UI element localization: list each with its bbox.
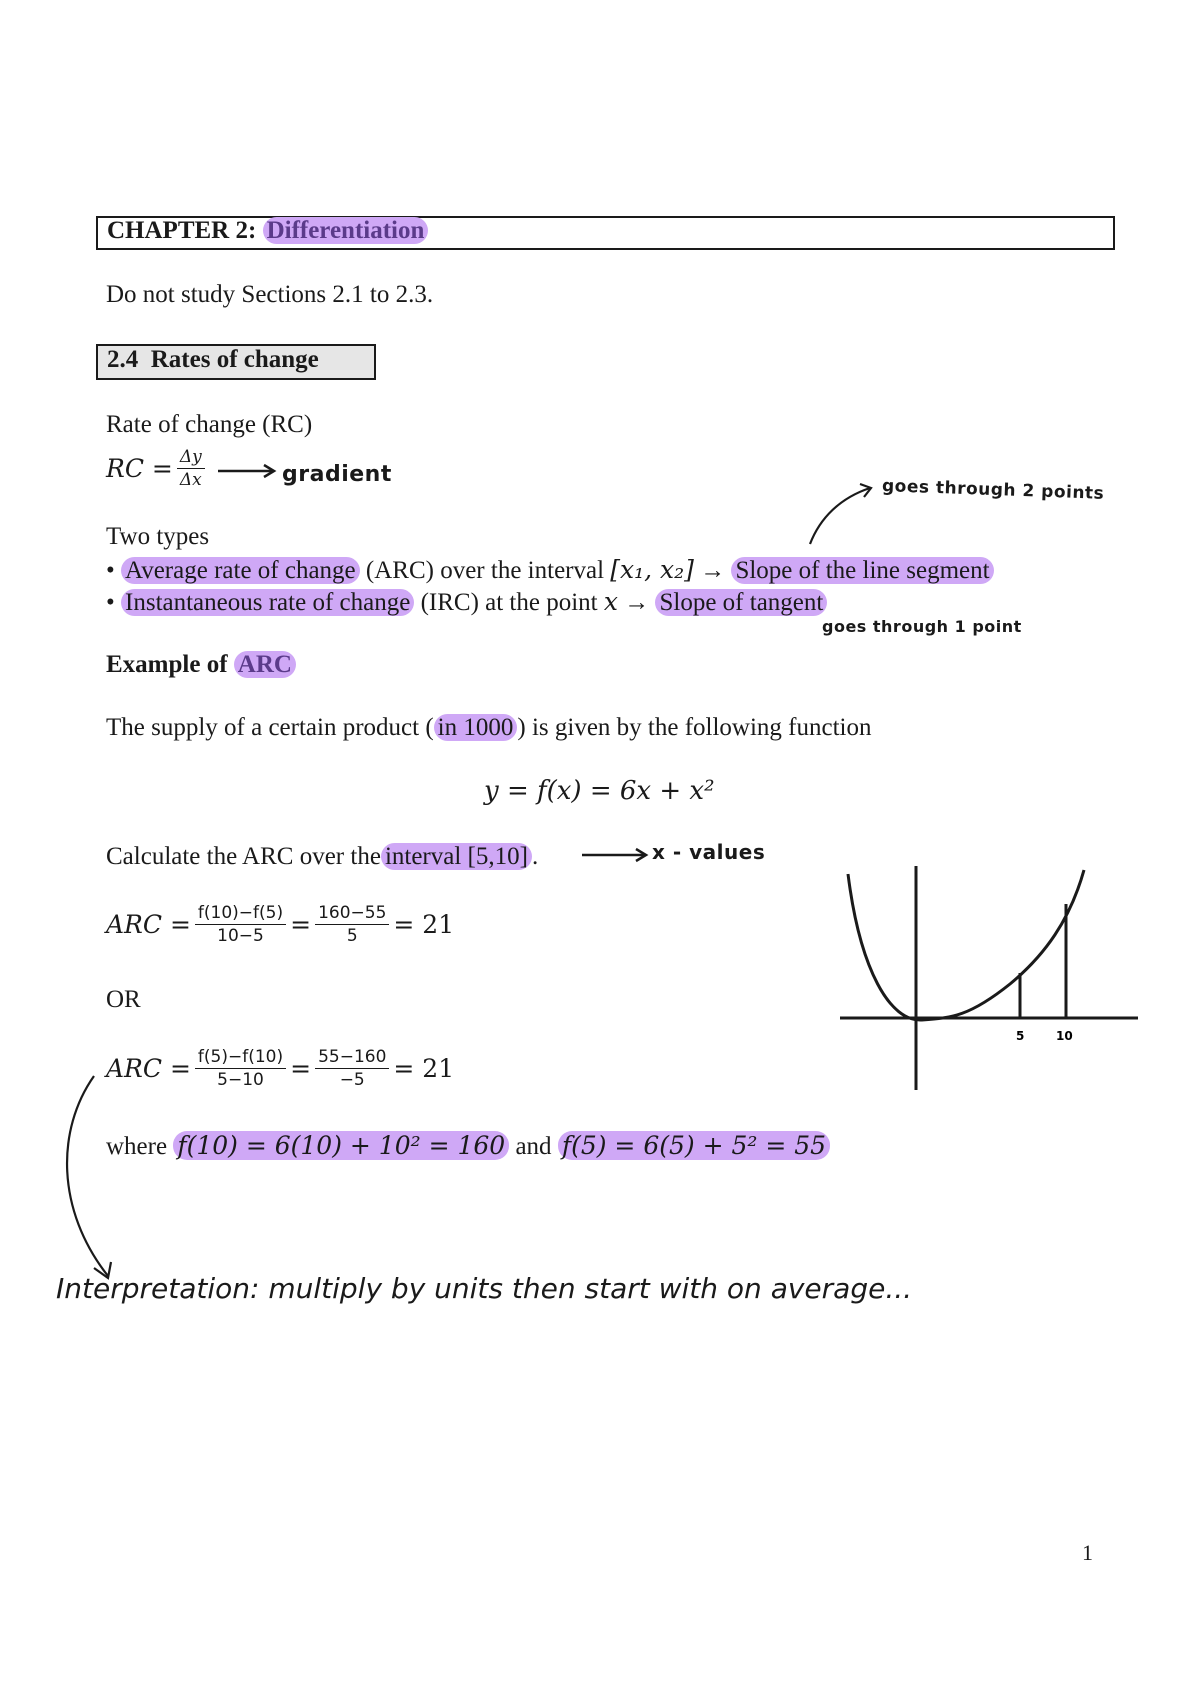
irc-term: Instantaneous rate of change [121, 589, 414, 616]
page-number: 1 [1082, 1540, 1093, 1565]
irc-middle: (IRC) at the point [420, 589, 598, 616]
arc1-num1: f(10)−f(5) [195, 902, 286, 925]
task-arrow-icon [582, 846, 650, 864]
section-number: 2.4 [107, 346, 139, 373]
rc-label: Rate of change (RC) [106, 411, 313, 438]
irc-bullet-line [106, 587, 827, 618]
task-pre: Calculate the ARC over the [106, 843, 381, 870]
where-word: where [106, 1133, 168, 1160]
task-line [106, 842, 538, 872]
task-highlight: interval [5,10] [381, 843, 532, 870]
arc2-den1: 5−10 [217, 1070, 264, 1090]
task-post: . [531, 843, 539, 870]
arc-interval: [x₁, x₂] [610, 555, 694, 584]
rc-denominator: Δx [179, 470, 202, 490]
curved-arrow-icon [800, 478, 880, 548]
chapter-title: Differentiation [263, 217, 429, 244]
graph-tick-10: 10 [1056, 1029, 1073, 1043]
rc-fraction [177, 446, 205, 491]
irc-annotation: goes through 1 point [822, 617, 1022, 636]
arc2-num2: 55−160 [315, 1046, 389, 1069]
irc-meaning: Slope of tangent [655, 589, 827, 616]
task-annotation: x - values [652, 840, 766, 864]
irc-arrow: → [624, 589, 650, 616]
graph-curve [848, 870, 1084, 1020]
example-heading-prefix: Example of [106, 651, 228, 678]
equals-sign: = [290, 1053, 312, 1083]
statement-pre: The supply of a certain product ( [106, 714, 434, 741]
chapter-prefix: CHAPTER 2: [107, 217, 257, 244]
arc-formula-1 [106, 902, 454, 947]
eval-f5: f(5) = 6(5) + 5² = 55 [558, 1131, 830, 1160]
rc-formula [106, 446, 209, 491]
arc1-num2: 160−55 [315, 902, 389, 925]
arc-arrow: → [700, 557, 726, 584]
graph-tick-5: 5 [1016, 1029, 1025, 1043]
interpretation-note: Interpretation: multiply by units then start with on average... [56, 1272, 913, 1305]
statement-post: ) is given by the following function [517, 714, 872, 741]
parabola-sketch [840, 860, 1140, 1092]
or-text: OR [106, 986, 141, 1013]
rc-numerator: Δy [177, 446, 205, 469]
arc2-fraction-1 [195, 1046, 286, 1091]
arc1-den2: 5 [346, 926, 358, 946]
arc-meaning: Slope of the line segment [731, 557, 993, 584]
arc1-den1: 10−5 [217, 926, 264, 946]
equals-sign: = [290, 909, 312, 939]
arc2-fraction-2 [315, 1046, 389, 1091]
statement-highlight: in 1000 [434, 714, 518, 741]
arc-formula-2 [106, 1046, 454, 1091]
rc-arrow-icon [218, 462, 278, 480]
arc1-fraction-2 [315, 902, 389, 947]
types-heading: Two types [106, 523, 210, 550]
bullet-arc: • [106, 557, 115, 584]
bullet-irc: • [106, 589, 115, 616]
interpretation-arrow-icon [56, 1070, 126, 1290]
chapter-header [107, 216, 428, 246]
arc1-lhs: ARC = [106, 909, 191, 939]
study-note: Do not study Sections 2.1 to 2.3. [106, 281, 434, 308]
example-heading [106, 650, 296, 680]
arc-bullet-line [106, 555, 994, 586]
where-line [106, 1131, 830, 1162]
arc-middle: (ARC) over the interval [365, 557, 605, 584]
arc-term: Average rate of change [121, 557, 360, 584]
arc-annotation: goes through 2 points [881, 476, 1105, 504]
example-heading-term: ARC [234, 651, 296, 678]
rc-lhs: RC = [106, 453, 173, 483]
arc1-fraction-1 [195, 902, 286, 947]
irc-var: x [603, 587, 618, 616]
arc1-result: = 21 [393, 909, 455, 939]
arc2-result: = 21 [393, 1053, 455, 1083]
section-header [107, 345, 319, 375]
arc2-lhs: ARC = [106, 1053, 191, 1083]
section-title: Rates of change [150, 346, 319, 373]
eval-f10: f(10) = 6(10) + 10² = 160 [173, 1131, 509, 1160]
arc2-num1: f(5)−f(10) [195, 1046, 286, 1069]
supply-function: y = f(x) = 6x + x² [484, 776, 715, 806]
example-statement [106, 713, 872, 743]
arc2-den2: −5 [339, 1070, 365, 1090]
and-word: and [515, 1133, 552, 1160]
rc-annotation: gradient [282, 462, 392, 487]
